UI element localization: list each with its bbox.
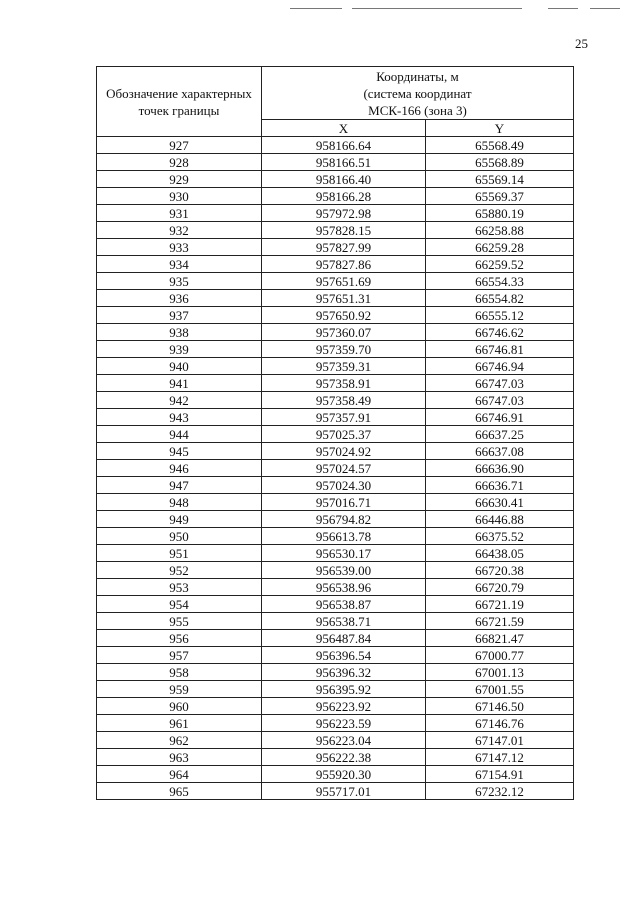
y-coordinate-cell: 67001.13: [426, 664, 574, 681]
x-coordinate-cell: 958166.28: [262, 188, 426, 205]
point-number-cell: 961: [97, 715, 262, 732]
table-row: [97, 766, 574, 783]
y-coordinate-cell: 66721.19: [426, 596, 574, 613]
x-coordinate-cell: 956794.82: [262, 511, 426, 528]
coordinates-header-line3: МСК-166 (зона 3): [368, 102, 467, 118]
scan-artifact-line: [590, 8, 620, 9]
x-coordinate-cell: 957827.86: [262, 256, 426, 273]
table-row: [97, 715, 574, 732]
point-number-cell: 944: [97, 426, 262, 443]
table-row: [97, 290, 574, 307]
y-coordinate-cell: 66746.81: [426, 341, 574, 358]
table-body: [97, 137, 574, 800]
x-header: X: [262, 120, 426, 137]
table-row: [97, 358, 574, 375]
y-coordinate-cell: 66375.52: [426, 528, 574, 545]
point-number-cell: 957: [97, 647, 262, 664]
point-number-cell: 945: [97, 443, 262, 460]
point-number-cell: 927: [97, 137, 262, 154]
point-number-cell: 941: [97, 375, 262, 392]
x-coordinate-cell: 957827.99: [262, 239, 426, 256]
table-row: [97, 392, 574, 409]
table-row: [97, 324, 574, 341]
y-coordinate-cell: 66637.25: [426, 426, 574, 443]
scan-artifact-line: [548, 8, 578, 9]
y-coordinate-cell: 66746.94: [426, 358, 574, 375]
x-coordinate-cell: 956396.32: [262, 664, 426, 681]
x-coordinate-cell: 957025.37: [262, 426, 426, 443]
point-number-cell: 965: [97, 783, 262, 800]
table-row: [97, 273, 574, 290]
y-coordinate-cell: 66747.03: [426, 392, 574, 409]
x-coordinate-cell: 957360.07: [262, 324, 426, 341]
point-number-cell: 952: [97, 562, 262, 579]
table-row: [97, 511, 574, 528]
table-row: [97, 171, 574, 188]
x-coordinate-cell: 957357.91: [262, 409, 426, 426]
point-number-cell: 940: [97, 358, 262, 375]
y-coordinate-cell: 65880.19: [426, 205, 574, 222]
table-row: [97, 664, 574, 681]
y-coordinate-cell: 67146.76: [426, 715, 574, 732]
table-row: [97, 426, 574, 443]
point-number-cell: 955: [97, 613, 262, 630]
y-coordinate-cell: 66446.88: [426, 511, 574, 528]
coordinates-header: [262, 67, 574, 120]
point-number-cell: 963: [97, 749, 262, 766]
x-coordinate-cell: 956223.04: [262, 732, 426, 749]
table-row: [97, 613, 574, 630]
x-coordinate-cell: 957828.15: [262, 222, 426, 239]
point-number-cell: 947: [97, 477, 262, 494]
point-number-cell: 932: [97, 222, 262, 239]
scan-artifact-line: [352, 8, 522, 9]
y-coordinate-cell: 66636.71: [426, 477, 574, 494]
y-coordinate-cell: 66259.28: [426, 239, 574, 256]
point-number-cell: 958: [97, 664, 262, 681]
y-coordinate-cell: 66720.38: [426, 562, 574, 579]
y-coordinate-cell: 65569.37: [426, 188, 574, 205]
point-number-cell: 946: [97, 460, 262, 477]
y-coordinate-cell: 66438.05: [426, 545, 574, 562]
x-coordinate-cell: 956539.00: [262, 562, 426, 579]
table-row: [97, 494, 574, 511]
y-coordinate-cell: 66821.47: [426, 630, 574, 647]
coordinates-table: [96, 66, 574, 800]
y-coordinate-cell: 66746.91: [426, 409, 574, 426]
point-number-cell: 962: [97, 732, 262, 749]
point-number-cell: 931: [97, 205, 262, 222]
y-coordinate-cell: 67146.50: [426, 698, 574, 715]
table-row: [97, 341, 574, 358]
y-coordinate-cell: 66746.62: [426, 324, 574, 341]
point-number-cell: 950: [97, 528, 262, 545]
y-coordinate-cell: 66554.33: [426, 273, 574, 290]
y-coordinate-cell: 66555.12: [426, 307, 574, 324]
point-number-cell: 964: [97, 766, 262, 783]
table-row: [97, 375, 574, 392]
point-number-cell: 930: [97, 188, 262, 205]
table-row: [97, 205, 574, 222]
scan-artifact-line: [290, 8, 342, 9]
x-coordinate-cell: 956223.59: [262, 715, 426, 732]
y-coordinate-cell: 66637.08: [426, 443, 574, 460]
x-coordinate-cell: 957651.69: [262, 273, 426, 290]
y-coordinate-cell: 66721.59: [426, 613, 574, 630]
point-number-cell: 959: [97, 681, 262, 698]
x-coordinate-cell: 957024.92: [262, 443, 426, 460]
header-row: [97, 67, 574, 120]
point-number-cell: 956: [97, 630, 262, 647]
point-number-cell: 936: [97, 290, 262, 307]
x-coordinate-cell: 956538.71: [262, 613, 426, 630]
table-row: [97, 596, 574, 613]
x-coordinate-cell: 956613.78: [262, 528, 426, 545]
x-coordinate-cell: 956222.38: [262, 749, 426, 766]
y-coordinate-cell: 66747.03: [426, 375, 574, 392]
point-number-cell: 951: [97, 545, 262, 562]
x-coordinate-cell: 957650.92: [262, 307, 426, 324]
x-coordinate-cell: 957358.49: [262, 392, 426, 409]
x-coordinate-cell: 957359.31: [262, 358, 426, 375]
y-coordinate-cell: 66259.52: [426, 256, 574, 273]
x-coordinate-cell: 957359.70: [262, 341, 426, 358]
x-coordinate-cell: 955920.30: [262, 766, 426, 783]
y-coordinate-cell: 66630.41: [426, 494, 574, 511]
x-coordinate-cell: 957651.31: [262, 290, 426, 307]
point-number-cell: 937: [97, 307, 262, 324]
table-row: [97, 256, 574, 273]
x-coordinate-cell: 956487.84: [262, 630, 426, 647]
point-designation-header: Обозначение характерных точек границы: [97, 67, 262, 137]
y-coordinate-cell: 67147.12: [426, 749, 574, 766]
point-number-cell: 938: [97, 324, 262, 341]
table-row: [97, 647, 574, 664]
y-coordinate-cell: 67154.91: [426, 766, 574, 783]
table-row: [97, 630, 574, 647]
x-coordinate-cell: 956223.92: [262, 698, 426, 715]
coordinates-header-line2: (система координат: [363, 85, 472, 101]
y-coordinate-cell: 67232.12: [426, 783, 574, 800]
x-coordinate-cell: 958166.40: [262, 171, 426, 188]
x-coordinate-cell: 955717.01: [262, 783, 426, 800]
y-coordinate-cell: 66554.82: [426, 290, 574, 307]
table-row: [97, 443, 574, 460]
table-row: [97, 681, 574, 698]
x-coordinate-cell: 957972.98: [262, 205, 426, 222]
table-row: [97, 239, 574, 256]
table-row: [97, 307, 574, 324]
y-coordinate-cell: 65568.49: [426, 137, 574, 154]
table-row: [97, 528, 574, 545]
table-row: [97, 749, 574, 766]
point-number-cell: 960: [97, 698, 262, 715]
x-coordinate-cell: 956530.17: [262, 545, 426, 562]
table-row: [97, 409, 574, 426]
table-row: [97, 698, 574, 715]
y-coordinate-cell: 65568.89: [426, 154, 574, 171]
y-coordinate-cell: 67147.01: [426, 732, 574, 749]
y-header: Y: [426, 120, 574, 137]
x-coordinate-cell: 958166.51: [262, 154, 426, 171]
point-number-cell: 948: [97, 494, 262, 511]
table-row: [97, 188, 574, 205]
point-number-cell: 954: [97, 596, 262, 613]
table-row: [97, 477, 574, 494]
point-number-cell: 934: [97, 256, 262, 273]
table-row: [97, 562, 574, 579]
coordinates-header-line1: Координаты, м: [376, 68, 459, 84]
point-number-cell: 935: [97, 273, 262, 290]
table-row: [97, 545, 574, 562]
point-number-cell: 949: [97, 511, 262, 528]
x-coordinate-cell: 958166.64: [262, 137, 426, 154]
y-coordinate-cell: 67001.55: [426, 681, 574, 698]
table-row: [97, 783, 574, 800]
point-number-cell: 939: [97, 341, 262, 358]
point-number-cell: 942: [97, 392, 262, 409]
x-coordinate-cell: 957024.57: [262, 460, 426, 477]
x-coordinate-cell: 956538.87: [262, 596, 426, 613]
y-coordinate-cell: 67000.77: [426, 647, 574, 664]
x-coordinate-cell: 957024.30: [262, 477, 426, 494]
y-coordinate-cell: 66720.79: [426, 579, 574, 596]
x-coordinate-cell: 956395.92: [262, 681, 426, 698]
point-number-cell: 928: [97, 154, 262, 171]
point-number-cell: 933: [97, 239, 262, 256]
x-coordinate-cell: 957016.71: [262, 494, 426, 511]
table-row: [97, 732, 574, 749]
table-row: [97, 154, 574, 171]
table-row: [97, 137, 574, 154]
x-coordinate-cell: 956538.96: [262, 579, 426, 596]
page-number: 25: [575, 36, 588, 51]
y-coordinate-cell: 65569.14: [426, 171, 574, 188]
table-row: [97, 222, 574, 239]
table-row: [97, 579, 574, 596]
x-coordinate-cell: 956396.54: [262, 647, 426, 664]
y-coordinate-cell: 66636.90: [426, 460, 574, 477]
x-coordinate-cell: 957358.91: [262, 375, 426, 392]
point-number-cell: 929: [97, 171, 262, 188]
point-number-cell: 943: [97, 409, 262, 426]
y-coordinate-cell: 66258.88: [426, 222, 574, 239]
table-row: [97, 460, 574, 477]
point-number-cell: 953: [97, 579, 262, 596]
